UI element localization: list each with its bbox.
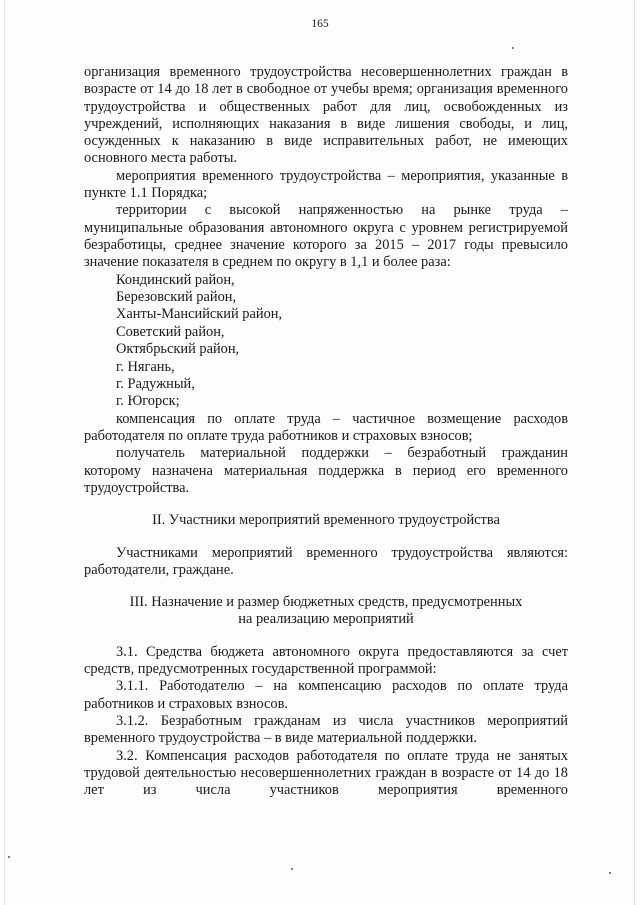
- paragraph: 3.2. Компенсация расходов работодателя по оплате труда не занятых трудовой деятельностью несовершеннолетних граждан в возрасте от 14 до 18 лет из числа участников мероприятия временного: [84, 747, 568, 799]
- list-item: г. Югорск;: [116, 393, 180, 410]
- paragraph: 3.1. Средства бюджета автономного округа предоставляются за счет средств, предусмотренных государственной программой:: [84, 643, 568, 678]
- list-item: г. Радужный,: [116, 376, 195, 392]
- list-item: Березовский район,: [116, 288, 237, 305]
- paragraph: получатель материальной поддержки – безработный гражданин которому назначена материальная поддержка в период его временного трудоустройства.: [84, 445, 568, 496]
- paragraph: компенсация по оплате труда – частичное возмещение расходов работодателя по оплате труда работников и страховых взносов;: [84, 410, 568, 445]
- scan-speck: [291, 868, 293, 870]
- document-body: [84, 64, 568, 799]
- scan-edge-right: [634, 0, 635, 905]
- section-heading: II. Участники мероприятий временного трудоустройства: [152, 512, 500, 529]
- paragraph: Участниками мероприятий временного трудоустройства являются: работодатели, граждане.: [84, 544, 568, 578]
- section-heading: III. Назначение и размер бюджетных средств, предусмотренных: [129, 594, 523, 611]
- paragraph: территории с высокой напряженностью на рынке труда – муниципальные образования автономного округа с уровнем регистрируемой безработицы, среднее значение которого за 2015 – 2017 годы превысило значение показателя в среднем по округу в 1,1 и более раза:: [84, 202, 568, 271]
- list-item: Ханты-Мансийский район,: [116, 306, 283, 323]
- scan-speck: [512, 47, 514, 49]
- paragraph: организация временного трудоустройства несовершеннолетних граждан в возрасте от 14 до 18 лет в свободное от учебы время; организация временного трудоустройства и общественных работ для лиц, освобожденных из учреждений, исполняющих наказания в виде лишения свободы, и лиц, осужденных к наказанию в виде исправительных работ, не имеющих основного места работы.: [84, 64, 568, 167]
- scan-speck: [609, 872, 611, 874]
- list-item: г. Нягань,: [116, 358, 175, 375]
- scan-edge-left: [4, 0, 5, 905]
- list-item: Кондинский район,: [116, 271, 235, 288]
- territory-list: [84, 272, 568, 411]
- list-item: Октябрьский район,: [116, 341, 240, 358]
- list-item: Советский район,: [116, 323, 225, 340]
- scan-speck: [8, 856, 10, 858]
- page-number: 165: [311, 18, 329, 30]
- paragraph: 3.1.1. Работодателю – на компенсацию расходов по оплате труда работников и страховых взносов.: [84, 678, 568, 712]
- paragraph: 3.1.2. Безработным гражданам из числа участников мероприятий временного трудоустройства – в виде материальной поддержки.: [84, 712, 568, 747]
- section-heading: на реализацию мероприятий: [238, 611, 414, 628]
- paragraph: мероприятия временного трудоустройства – мероприятия, указанные в пункте 1.1 Порядка;: [84, 167, 568, 202]
